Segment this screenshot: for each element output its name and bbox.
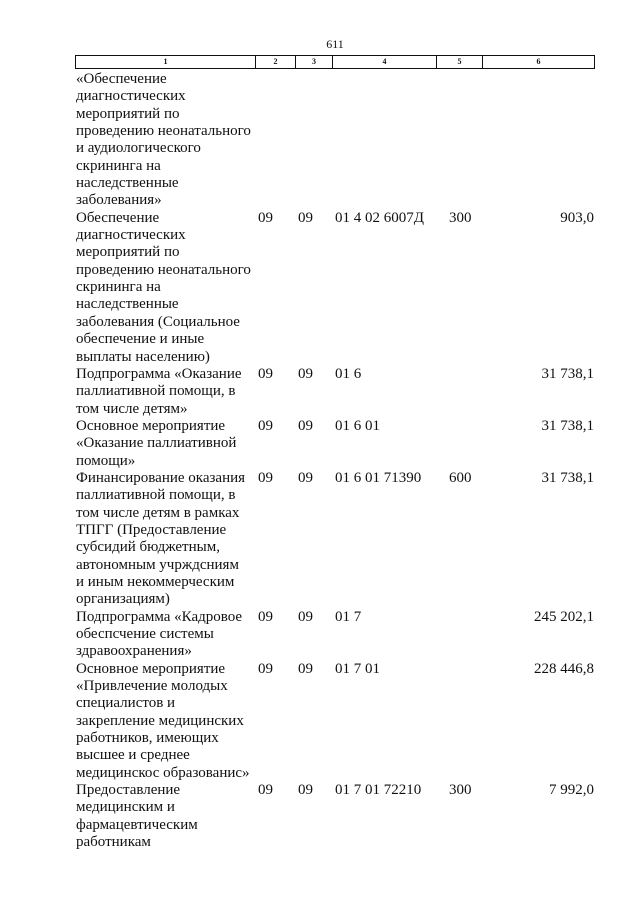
description-line: Основное мероприятие: [76, 417, 226, 434]
cell-col-5: 300: [449, 782, 472, 799]
cell-col-2: 09: [258, 209, 273, 226]
description-line: обеспсчение системы: [76, 626, 214, 642]
cell-col-4: 01 6 01 71390: [335, 469, 422, 486]
description-line: здравоохранения»: [76, 643, 192, 660]
cell-col-3: 09: [298, 660, 313, 677]
cell-col-2: [256, 71, 296, 88]
row-description: [75, 661, 256, 782]
cell-col-6: 228 446,8: [534, 660, 594, 677]
header-col-1: 1: [76, 56, 256, 68]
cell-col-3: [296, 71, 333, 88]
header-col-5: 5: [437, 56, 483, 68]
description-line: субсидий бюджетным,: [76, 539, 220, 556]
row-description: [75, 418, 256, 470]
description-line: заболевания»: [76, 192, 162, 209]
description-line: обеспечение и иные: [76, 331, 205, 348]
table-row: [75, 366, 595, 418]
description-line: Основное мероприятие: [76, 660, 226, 677]
header-col-4: 4: [333, 56, 437, 68]
page-number: 611: [326, 37, 344, 51]
row-description: [75, 366, 256, 418]
header-col-6: 6: [536, 57, 541, 66]
cell-col-3: 09: [298, 782, 313, 799]
row-description: [75, 782, 256, 851]
cell-col-4: 01 4 02 6007Д: [335, 209, 424, 226]
row-description: [75, 609, 256, 661]
cell-col-6: 245 202,1: [534, 608, 594, 625]
description-line: организациям): [76, 591, 170, 608]
cell-col-4: 01 6: [335, 365, 362, 382]
description-line: высшее и среднее: [76, 747, 190, 764]
description-line: закрепление медицинских: [76, 712, 244, 729]
cell-col-3: 09: [298, 365, 313, 382]
cell-col-4: 01 7 01: [335, 660, 380, 677]
table-row: [75, 609, 595, 661]
table-header: [75, 55, 595, 69]
cell-col-4: 01 6 01: [335, 417, 380, 434]
description-line: выплаты населению): [76, 348, 210, 365]
description-line: диагностических: [76, 88, 186, 105]
description-line: проведению неонатального: [76, 261, 251, 278]
description-line: том числе детям»: [76, 400, 188, 417]
description-line: и иным некоммерческим: [76, 573, 235, 590]
cell-col-2: 09: [258, 417, 273, 434]
cell-col-5: 300: [449, 209, 472, 226]
cell-col-3: 09: [298, 469, 313, 486]
description-line: мероприятий по: [76, 244, 180, 261]
cell-col-4: 01 7: [335, 608, 362, 625]
description-line: паллиативной помощи, в: [76, 383, 236, 400]
header-col-2: 2: [256, 56, 296, 68]
cell-col-6: 7 992,0: [549, 782, 594, 799]
description-line: мероприятий по: [76, 105, 180, 122]
description-line: «Оказание паллиативной: [76, 435, 237, 452]
description-line: «Обеспечение: [76, 71, 167, 87]
description-line: медицинским и: [76, 799, 175, 816]
cell-col-5: [437, 661, 483, 678]
description-line: ТПГГ (Предоставление: [76, 521, 227, 538]
description-line: скрининга на: [76, 157, 161, 174]
cell-col-4: 01 7 01 72210: [335, 782, 422, 799]
description-line: Подпрограмма «Оказание: [76, 365, 242, 382]
cell-col-3: 09: [298, 209, 313, 226]
table-row: [75, 71, 595, 210]
description-line: заболевания (Социальное: [76, 313, 240, 330]
cell-col-5: [437, 366, 483, 383]
cell-col-3: 09: [298, 417, 313, 434]
table-row: [75, 782, 595, 851]
cell-col-2: 09: [258, 608, 273, 625]
cell-col-3: 09: [298, 608, 313, 625]
description-line: работников, имеющих: [76, 730, 219, 747]
cell-col-4: [333, 71, 437, 88]
cell-col-6: [483, 71, 595, 88]
row-description: [75, 470, 256, 609]
description-line: Предоставление: [76, 782, 181, 799]
table-row: [75, 210, 595, 366]
description-line: паллиативной помощи, в: [76, 487, 236, 504]
table-row: [75, 661, 595, 782]
cell-col-2: 09: [258, 782, 273, 799]
row-description: [75, 71, 256, 210]
cell-col-2: 09: [258, 469, 273, 486]
description-line: наследственные: [76, 296, 179, 313]
description-line: «Привлечение молодых: [76, 678, 228, 695]
cell-col-2: 09: [258, 365, 273, 382]
row-description: [75, 210, 256, 366]
header-col-3: 3: [296, 56, 333, 68]
cell-col-2: 09: [258, 660, 273, 677]
cell-col-5: [437, 71, 483, 88]
table-body: [75, 71, 595, 851]
description-line: проведению неонатального: [76, 123, 251, 140]
description-line: Подпрограмма «Кадровое: [76, 608, 243, 625]
description-line: работникам: [76, 834, 151, 851]
cell-col-6: 903,0: [560, 209, 594, 226]
description-line: Финансирование оказания: [76, 469, 246, 486]
description-line: наследственные: [76, 175, 179, 192]
description-line: медицинскос образованис»: [76, 764, 250, 781]
cell-col-6: 31 738,1: [541, 469, 594, 486]
table-row: [75, 470, 595, 609]
description-line: и аудиологического: [76, 140, 201, 157]
description-line: скрининга на: [76, 279, 161, 296]
description-line: диагностических: [76, 227, 186, 244]
table-row: [75, 418, 595, 470]
cell-col-5: 600: [449, 469, 472, 486]
cell-col-5: [437, 418, 483, 435]
cell-col-5: [437, 609, 483, 626]
description-line: том числе детям в рамках: [76, 504, 240, 521]
description-line: помощи»: [76, 452, 136, 469]
cell-col-6: 31 738,1: [541, 365, 594, 382]
description-line: автономным учрждсниям: [76, 556, 239, 573]
description-line: фармацевтическим: [76, 816, 198, 833]
description-line: Обеспечение: [76, 209, 160, 226]
description-line: специалистов и: [76, 695, 176, 712]
cell-col-6: 31 738,1: [541, 417, 594, 434]
